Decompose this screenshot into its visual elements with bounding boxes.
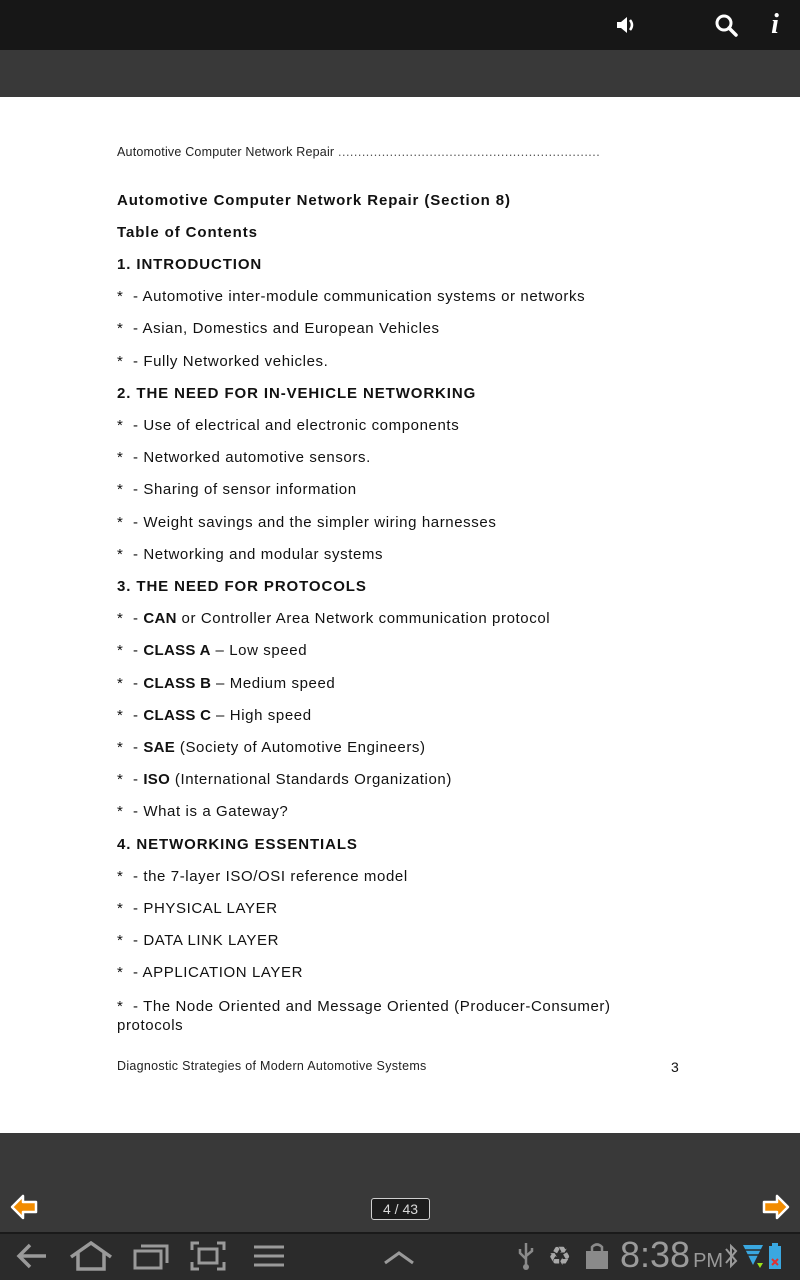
toc-item [117,481,357,498]
toc-item-text: Fully Networked vehicles. [143,352,329,370]
toc-item-text: – Low speed [210,642,308,660]
menu-icon[interactable] [252,1240,286,1272]
document-title: Automotive Computer Network Repair (Section 8) [117,192,511,209]
toc-item [117,288,585,305]
toc-item-text: Networking and modular systems [143,545,384,563]
toc-item [117,707,312,724]
running-footer: Diagnostic Strategies of Modern Automotive Systems [117,1059,427,1073]
usb-icon [516,1240,536,1272]
running-header-text: Automotive Computer Network Repair [117,145,335,159]
bullet-prefix: * - [117,288,143,306]
recycle-icon: ♻ [548,1240,572,1271]
toc-item [117,675,335,692]
toc-item [117,449,371,466]
section-heading: 1. INTRODUCTION [117,256,263,273]
bullet-prefix: * - [117,997,144,1015]
toc-item-text: (Society of Automotive Engineers) [175,739,426,756]
toc-item [117,546,383,563]
bullet-prefix: * - [117,674,144,692]
toc-item-text: Automotive inter-module communication systems or networks [142,288,586,306]
clock-time: 8:38 [620,1234,691,1275]
info-icon[interactable]: i [771,9,779,40]
bullet-prefix: * - [117,706,144,724]
toc-item-bold: SAE [143,739,176,756]
toc-item-text: DATA LINK LAYER [143,932,280,950]
section-heading: 4. NETWORKING ESSENTIALS [117,835,358,853]
toc-item [117,739,426,756]
bullet-prefix: * - [117,320,143,338]
document-page [0,97,800,1133]
bullet-prefix: * - [117,481,144,499]
bullet-prefix: * - [117,417,144,434]
toc-item [117,964,303,981]
toc-item-text: Sharing of sensor information [143,481,357,499]
toc-item-bold: CLASS A [143,642,211,660]
arrow-right-icon[interactable] [762,1193,790,1221]
bullet-prefix: * - [117,610,144,628]
screenshot-icon[interactable] [190,1240,226,1272]
bullet-prefix: * - [117,932,144,950]
toc-item-text: the 7-layer ISO/OSI reference model [143,867,408,885]
bluetooth-icon [724,1240,738,1272]
toc-item [117,514,496,531]
chevron-up-icon[interactable] [382,1240,416,1272]
bullet-prefix: * - [117,352,144,370]
page-counter[interactable]: 4 / 43 [371,1198,430,1220]
battery-icon [768,1240,782,1272]
bullet-prefix: * - [117,642,144,660]
toc-item [117,417,459,434]
toc-item-bold: CLASS B [143,674,212,692]
back-icon[interactable] [14,1240,48,1272]
bullet-prefix: * - [117,867,144,885]
toc-heading: Table of Contents [117,224,258,241]
arrow-left-icon[interactable] [10,1193,38,1221]
shopping-bag-icon [584,1240,610,1272]
toc-item-text: Weight savings and the simpler wiring harnesses [143,513,497,531]
bullet-prefix: * - [117,964,143,982]
toc-item-text: APPLICATION LAYER [142,964,304,982]
wifi-icon [742,1240,764,1272]
section-heading: 2. THE NEED FOR IN-VEHICLE NETWORKING [117,384,477,402]
section-heading: 3. THE NEED FOR PROTOCOLS [117,578,367,595]
toc-item-text: The Node Oriented and Message Oriented (Producer-Consumer) protocols [117,997,611,1034]
bullet-prefix: * - [117,513,144,531]
toc-item [117,868,408,885]
bullet-prefix: * - [117,803,144,821]
toc-item [117,353,328,370]
toc-item-text: – High speed [211,706,312,724]
running-header [117,145,600,159]
bullet-prefix: * - [117,771,144,789]
clock-ampm: PM [693,1250,724,1272]
bullet-prefix: * - [117,900,144,917]
toc-item [117,642,307,659]
recent-apps-icon[interactable] [132,1240,170,1272]
toc-item [117,997,677,1035]
toc-item [117,320,440,337]
toc-item [117,803,288,820]
running-header-dots: .................................................................. [338,145,601,159]
toolbar-strip [0,50,800,97]
page-number: 3 [671,1059,679,1075]
toc-item-text: Use of electrical and electronic components [143,417,460,434]
toc-item [117,610,550,627]
bullet-prefix: * - [117,545,144,563]
home-icon[interactable] [68,1240,114,1272]
toc-item [117,932,279,949]
toc-item-text: Networked automotive sensors. [143,449,371,467]
toc-item-bold: CAN [143,610,177,628]
toc-item-bold: CLASS C [143,706,212,724]
volume-icon[interactable] [612,10,642,40]
toc-item-text: or Controller Area Network communication protocol [176,610,551,628]
toc-item-text: PHYSICAL LAYER [143,900,278,917]
toc-item [117,771,452,788]
bullet-prefix: * - [117,449,144,467]
clock [620,1234,723,1276]
top-action-bar [0,0,800,50]
search-icon[interactable] [711,10,741,40]
toc-item [117,900,278,917]
toc-item-bold: ISO [143,771,171,789]
bullet-prefix: * - [117,739,144,756]
toc-item-text: (International Standards Organization) [170,771,452,789]
toc-item-text: What is a Gateway? [143,803,289,821]
toc-item-text: Asian, Domestics and European Vehicles [142,320,440,338]
toc-item-text: – Medium speed [211,674,336,692]
